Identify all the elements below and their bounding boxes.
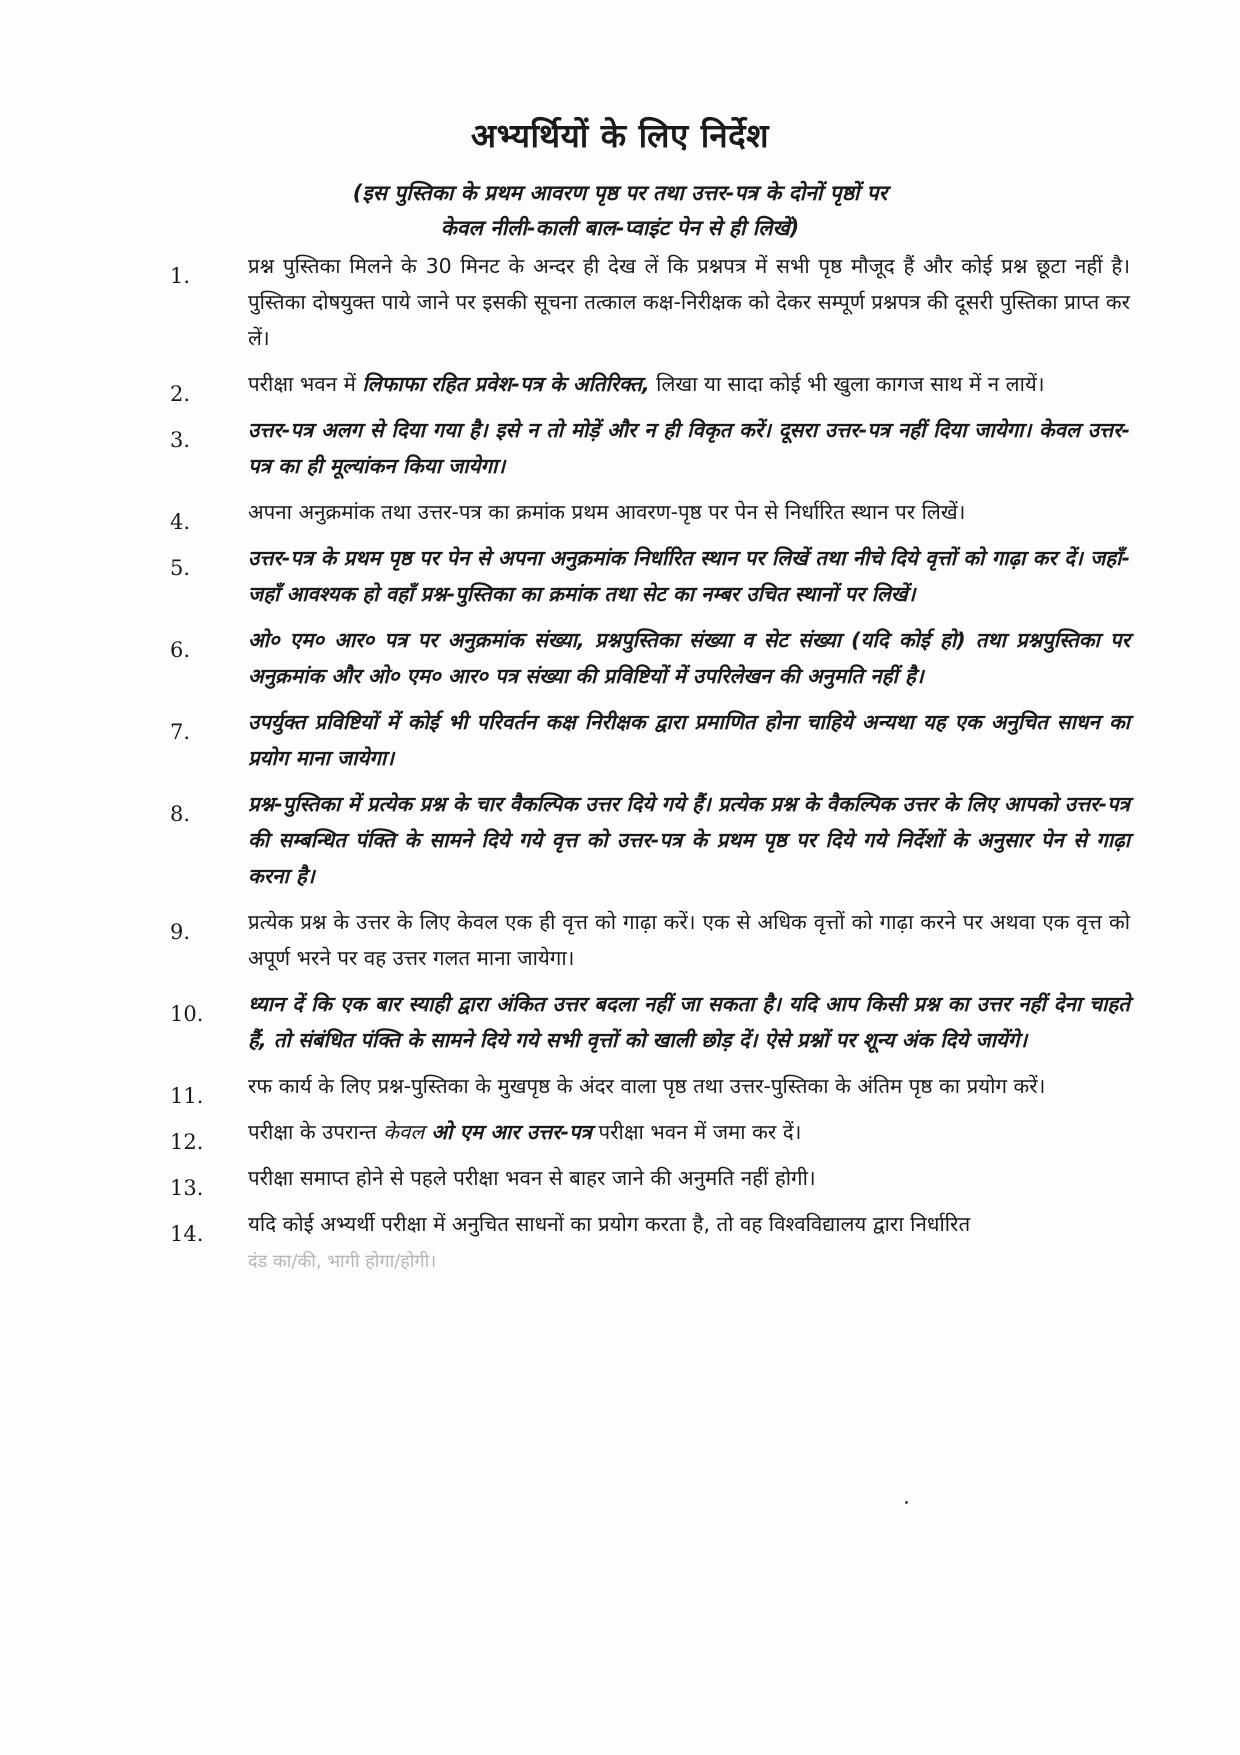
instruction-item-6 [170,622,1130,694]
instruction-text [248,1206,1130,1280]
page-subtitle [0,176,1240,246]
page-title: अभ्यर्थियों के लिए निर्देश [470,116,770,155]
instruction-text-part: परीक्षा भवन में [248,372,363,396]
instruction-item-10 [170,986,1130,1058]
instruction-text [248,1114,1130,1150]
instruction-text: उत्तर-पत्र अलग से दिया गया है। इसे न तो मोड़ें और न ही विकृत करें। दूसरा उत्तर-पत्र नहीं दिया जायेगा। केवल उत्तर-पत्र का ही मूल्यांकन किया जायेगा। [248,418,1130,478]
instruction-item-2 [170,366,1130,406]
instruction-number: 6. [170,638,191,662]
instruction-number: 10. [170,1002,204,1026]
instruction-text: प्रश्न पुस्तिका मिलने के 30 मिनट के अन्दर ही देख लें कि प्रश्नपत्र में सभी पृष्ठ मौजूद हैं और कोई प्रश्न छूटा नहीं है। पुस्तिका दोषयुक्त पाये जाने पर इसकी सूचना तत्काल कक्ष-निरीक्षक को देकर सम्पूर्ण प्रश्नपत्र की दूसरी पुस्तिका प्राप्त कर लें। [248,254,1130,350]
instruction-item-13 [170,1160,1130,1200]
instruction-text: प्रश्न-पुस्तिका में प्रत्येक प्रश्न के चार वैकल्पिक उत्तर दिये गये हैं। प्रत्येक प्रश्न के वैकल्पिक उत्तर के लिए आपको उत्तर-पत्र की सम्बन्धित पंक्ति के सामने दिये गये वृत्त को उत्तर-पत्र के प्रथम पृष्ठ पर दिये गये निर्देशों के अनुसार पेन से गाढ़ा करना है। [248,792,1130,888]
instruction-text: रफ कार्य के लिए प्रश्न-पुस्तिका के मुखपृष्ठ के अंदर वाला पृष्ठ तथा उत्तर-पुस्तिका के अंतिम पृष्ठ का प्रयोग करें। [248,1074,1046,1098]
instruction-item-4 [170,494,1130,534]
instruction-item-7 [170,704,1130,776]
instruction-number: 9. [170,920,191,944]
instruction-number: 8. [170,802,191,826]
instruction-number: 5. [170,556,191,580]
instruction-text: ध्यान दें कि एक बार स्याही द्वारा अंकित उत्तर बदला नहीं जा सकता है। यदि आप किसी प्रश्न का उत्तर नहीं देना चाहते हैं, तो संबंधित पंक्ति के सामने दिये गये सभी वृत्तों को खाली छोड़ दें। ऐसे प्रश्नों पर शून्य अंक दिये जायेंगे। [248,992,1130,1052]
instruction-number: 14. [170,1222,204,1246]
instruction-number: 7. [170,720,191,744]
instruction-number: 3. [170,428,191,452]
instruction-text-emphasis: लिफाफा रहित प्रवेश-पत्र के अतिरिक्त, [362,372,650,396]
instruction-item-3 [170,412,1130,484]
instruction-item-8 [170,786,1130,894]
instruction-text-emphasis: ओ एम आर उत्तर-पत्र [424,1120,592,1144]
instruction-list [170,248,1130,1290]
instruction-text-part: परीक्षा भवन में जमा कर दें। [591,1120,802,1144]
instruction-item-5 [170,540,1130,612]
subtitle-line-2: केवल नीली-काली बाल-प्वाइंट पेन से ही लिखें) [440,216,800,240]
instruction-item-11 [170,1068,1130,1108]
instruction-text: प्रत्येक प्रश्न के उत्तर के लिए केवल एक ही वृत्त को गाढ़ा करें। एक से अधिक वृत्तों को गाढ़ा करने पर अथवा एक वृत्त को अपूर्ण भरने पर वह उत्तर गलत माना जायेगा। [248,910,1130,970]
instruction-item-12 [170,1114,1130,1154]
instruction-text-faded: दंड का/की, भागी होगा/होगी। [248,1251,437,1272]
instruction-item-1 [170,248,1130,356]
instruction-number: 13. [170,1176,204,1200]
instruction-text: परीक्षा समाप्त होने से पहले परीक्षा भवन से बाहर जाने की अनुमति नहीं होगी। [248,1166,816,1190]
instruction-text: ओ० एम० आर० पत्र पर अनुक्रमांक संख्या, प्रश्नपुस्तिका संख्या व सेट संख्या (यदि कोई हो) तथा प्रश्नपुस्तिका पर अनुक्रमांक और ओ० एम० आर० पत्र संख्या की प्रविष्टियों में उपरिलेखन की अनुमति नहीं है। [248,628,1130,688]
stray-mark [905,1501,908,1504]
instruction-text-part: यदि कोई अभ्यर्थी परीक्षा में अनुचित साधनों का प्रयोग करता है, तो वह विश्वविद्यालय द्वारा निर्धारित [248,1212,971,1236]
instruction-text-italic: केवल [383,1120,425,1144]
instruction-text: उपर्युक्त प्रविष्टियों में कोई भी परिवर्तन कक्ष निरीक्षक द्वारा प्रमाणित होना चाहिये अन्यथा यह एक अनुचित साधन का प्रयोग माना जायेगा। [248,710,1130,770]
instruction-number: 2. [170,382,191,406]
instruction-text: उत्तर-पत्र के प्रथम पृष्ठ पर पेन से अपना अनुक्रमांक निर्धारित स्थान पर लिखें तथा नीचे दिये वृत्तों को गाढ़ा कर दें। जहाँ-जहाँ आवश्यक हो वहाँ प्रश्न-पुस्तिका का क्रमांक तथा सेट का नम्बर उचित स्थानों पर लिखें। [248,546,1130,606]
instruction-text [248,366,1130,402]
instruction-number: 11. [170,1084,204,1108]
instruction-item-14 [170,1206,1130,1280]
instruction-text-part: लिखा या सादा कोई भी खुला कागज साथ में न लायें। [649,372,1045,396]
instruction-item-9 [170,904,1130,976]
instruction-text: अपना अनुक्रमांक तथा उत्तर-पत्र का क्रमांक प्रथम आवरण-पृष्ठ पर पेन से निर्धारित स्थान पर लिखें। [248,500,966,524]
instruction-text-part: परीक्षा के उपरान्त [248,1120,384,1144]
subtitle-line-1: (इस पुस्तिका के प्रथम आवरण पृष्ठ पर तथा उत्तर-पत्र के दोनों पृष्ठों पर [352,181,888,205]
instruction-number: 4. [170,510,191,534]
instruction-number: 1. [170,264,191,288]
instruction-number: 12. [170,1130,204,1154]
